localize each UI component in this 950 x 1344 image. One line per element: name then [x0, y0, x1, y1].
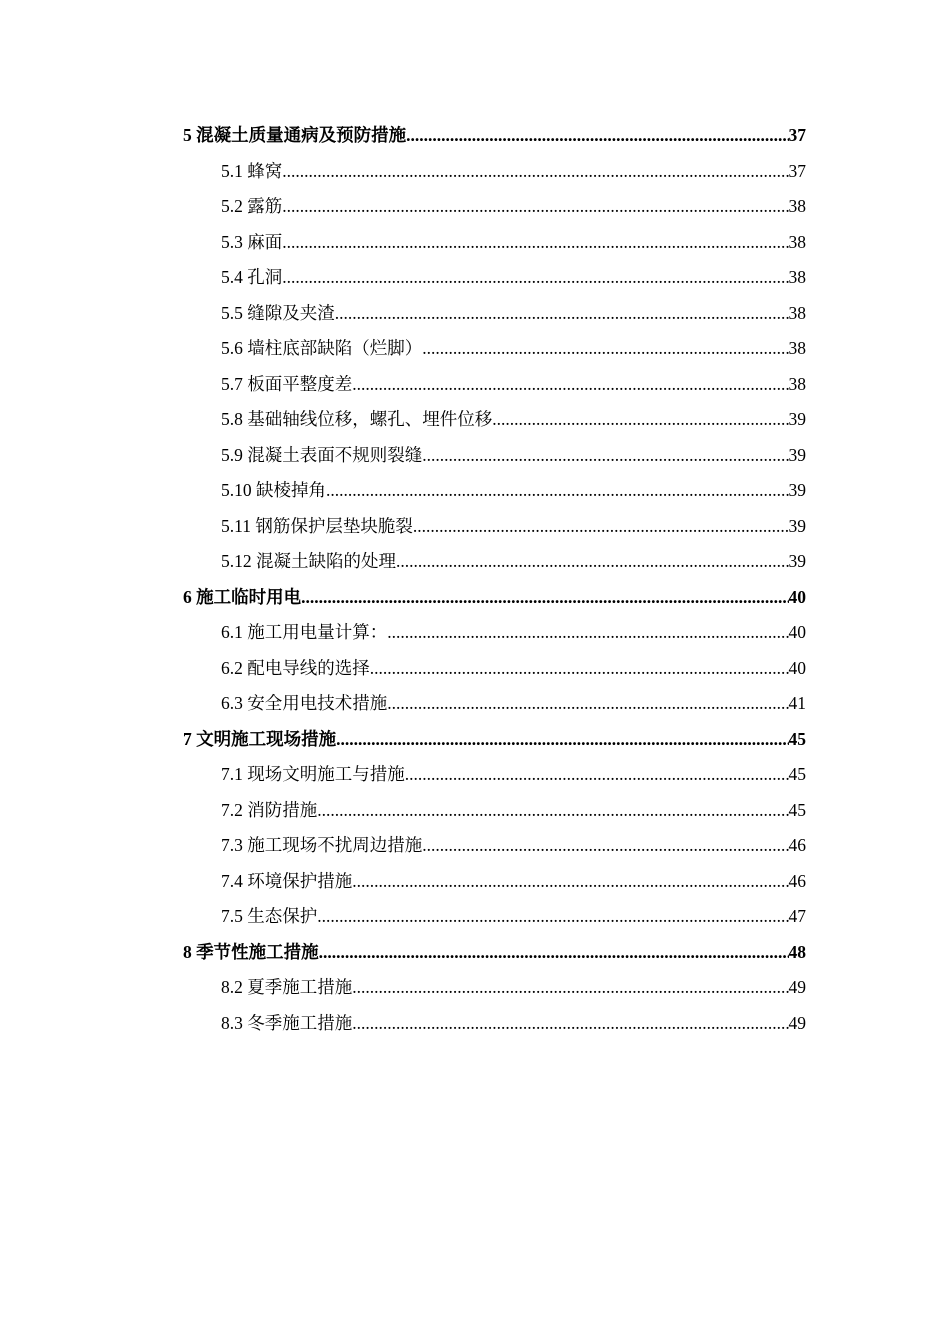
toc-subsection-entry[interactable] — [183, 615, 806, 651]
toc-page-number: 47 — [788, 906, 806, 926]
toc-page-number: 40 — [788, 586, 806, 607]
toc-section-entry[interactable] — [183, 118, 806, 154]
toc-subsection-entry[interactable] — [183, 899, 806, 935]
toc-subsection-entry[interactable] — [183, 970, 806, 1006]
toc-page-number: 37 — [788, 160, 806, 181]
toc-subsection-entry[interactable] — [183, 402, 806, 438]
toc-subsection-entry[interactable] — [183, 1006, 806, 1042]
toc-dot-leader — [282, 225, 788, 261]
toc-dot-leader — [422, 331, 788, 367]
toc-page-number: 45 — [788, 764, 806, 784]
toc-entry-title: 5.2 露筋 — [221, 196, 283, 216]
toc-entry-title: 5 混凝土质量通病及预防措施 — [183, 125, 407, 145]
toc-subsection-entry[interactable] — [183, 260, 806, 296]
toc-dot-leader — [413, 509, 789, 545]
toc-dot-leader — [422, 438, 788, 474]
toc-dot-leader — [319, 935, 789, 971]
toc-page-number: 39 — [788, 551, 806, 571]
toc-page-number: 46 — [788, 870, 806, 891]
toc-section-entry[interactable] — [183, 935, 806, 971]
toc-entry-title: 8.3 冬季施工措施 — [221, 1012, 353, 1033]
toc-dot-leader — [406, 118, 788, 154]
toc-dot-leader — [301, 580, 788, 616]
toc-page-number: 48 — [788, 941, 806, 962]
toc-entry-title: 7.3 施工现场不扰周边措施 — [221, 835, 423, 855]
toc-entry-title: 5.5 缝隙及夹渣 — [221, 302, 335, 323]
toc-entry-title: 6 施工临时用电 — [183, 586, 302, 607]
toc-entry-title: 5.6 墙柱底部缺陷（烂脚） — [221, 338, 423, 358]
toc-dot-leader — [282, 189, 788, 225]
toc-entry-title: 6.3 安全用电技术措施 — [221, 693, 388, 713]
toc-dot-leader — [352, 1006, 788, 1042]
toc-dot-leader — [422, 828, 788, 864]
toc-dot-leader — [282, 260, 788, 296]
toc-subsection-entry[interactable] — [183, 509, 806, 545]
toc-page-number: 39 — [788, 480, 806, 500]
toc-entry-title: 7.5 生态保护 — [221, 906, 318, 926]
toc-dot-leader — [492, 402, 788, 438]
toc-section-entry[interactable] — [183, 722, 806, 758]
toc-entry-title: 7.2 消防措施 — [221, 799, 318, 820]
toc-subsection-entry[interactable] — [183, 828, 806, 864]
toc-dot-leader — [282, 154, 788, 190]
toc-page-number: 38 — [788, 196, 806, 216]
toc-subsection-entry[interactable] — [183, 651, 806, 687]
toc-dot-leader — [387, 615, 788, 651]
toc-subsection-entry[interactable] — [183, 154, 806, 190]
toc-dot-leader — [405, 757, 789, 793]
toc-dot-leader — [352, 367, 788, 403]
toc-page-number: 49 — [788, 1012, 806, 1033]
toc-entry-title: 5.10 缺棱掉角 — [221, 480, 326, 500]
toc-page-number: 40 — [788, 622, 806, 642]
toc-entry-title: 7 文明施工现场措施 — [183, 728, 337, 749]
toc-dot-leader — [387, 686, 788, 722]
toc-subsection-entry[interactable] — [183, 686, 806, 722]
toc-dot-leader — [352, 970, 788, 1006]
toc-subsection-entry[interactable] — [183, 473, 806, 509]
toc-page-number: 45 — [788, 799, 806, 820]
toc-dot-leader — [370, 651, 789, 687]
toc-subsection-entry[interactable] — [183, 296, 806, 332]
toc-page-number: 38 — [788, 302, 806, 323]
toc-entry-title: 5.1 蜂窝 — [221, 160, 283, 181]
toc-dot-leader — [335, 296, 789, 332]
toc-entry-title: 5.4 孔洞 — [221, 267, 283, 287]
toc-dot-leader — [317, 899, 788, 935]
toc-page-number: 39 — [788, 409, 806, 429]
toc-page-number: 49 — [788, 977, 806, 997]
toc-dot-leader — [317, 793, 788, 829]
toc-entry-title: 6.1 施工用电量计算： — [221, 622, 388, 642]
toc-page-number: 45 — [788, 728, 806, 749]
toc-page-number: 38 — [788, 267, 806, 287]
toc-dot-leader — [352, 864, 788, 900]
toc-entry-title: 6.2 配电导线的选择 — [221, 657, 370, 678]
toc-entry-title: 8 季节性施工措施 — [183, 941, 319, 962]
toc-entry-title: 8.2 夏季施工措施 — [221, 977, 353, 997]
toc-subsection-entry[interactable] — [183, 367, 806, 403]
toc-subsection-entry[interactable] — [183, 331, 806, 367]
toc-dot-leader — [336, 722, 788, 758]
toc-section-entry[interactable] — [183, 580, 806, 616]
toc-subsection-entry[interactable] — [183, 793, 806, 829]
toc-entry-title: 5.7 板面平整度差 — [221, 373, 353, 394]
toc-subsection-entry[interactable] — [183, 438, 806, 474]
toc-entry-title: 5.8 基础轴线位移，螺孔、埋件位移 — [221, 409, 493, 429]
toc-entry-title: 5.3 麻面 — [221, 231, 283, 252]
toc-page-number: 39 — [788, 515, 806, 536]
toc-page-number: 38 — [788, 231, 806, 252]
toc-page-number: 38 — [788, 373, 806, 394]
toc-page-number: 39 — [788, 444, 806, 465]
toc-subsection-entry[interactable] — [183, 864, 806, 900]
toc-page-number: 38 — [788, 338, 806, 358]
toc-entry-title: 5.12 混凝土缺陷的处理 — [221, 551, 396, 571]
table-of-contents — [183, 118, 806, 1041]
toc-entry-title: 7.4 环境保护措施 — [221, 870, 353, 891]
toc-dot-leader — [396, 544, 789, 580]
toc-page-number: 41 — [788, 693, 806, 713]
toc-entry-title: 5.11 钢筋保护层垫块脆裂 — [221, 515, 413, 536]
toc-page-number: 37 — [788, 125, 806, 145]
toc-entry-title: 7.1 现场文明施工与措施 — [221, 764, 405, 784]
toc-page-number: 46 — [788, 835, 806, 855]
toc-dot-leader — [326, 473, 789, 509]
toc-subsection-entry[interactable] — [183, 225, 806, 261]
toc-subsection-entry[interactable] — [183, 544, 806, 580]
toc-subsection-entry[interactable] — [183, 757, 806, 793]
toc-subsection-entry[interactable] — [183, 189, 806, 225]
toc-entry-title: 5.9 混凝土表面不规则裂缝 — [221, 444, 423, 465]
toc-page-number: 40 — [788, 657, 806, 678]
